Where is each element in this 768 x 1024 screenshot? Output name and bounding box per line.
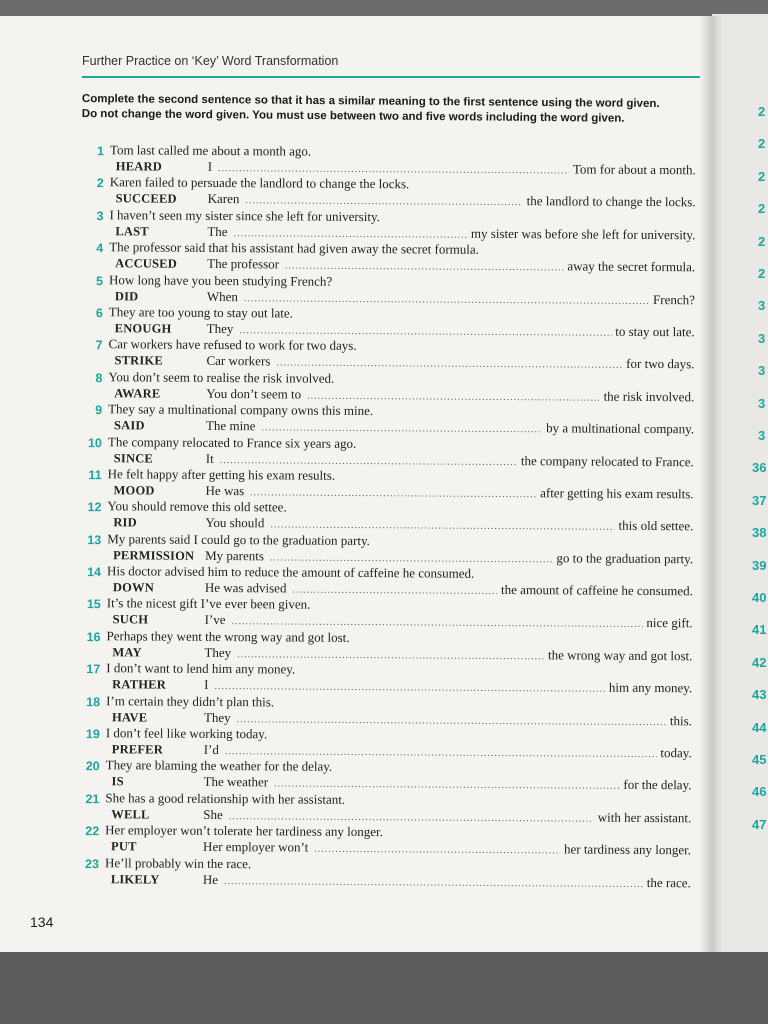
- exercise-item: [74, 725, 694, 762]
- answer-blank[interactable]: [292, 585, 497, 597]
- sentence-end: for the delay.: [623, 777, 692, 793]
- facing-page-item-number: 40: [752, 590, 767, 605]
- facing-page-item-number: 43: [752, 687, 767, 703]
- facing-page-item-number: 39: [752, 557, 767, 573]
- exercise-item: [73, 757, 693, 794]
- item-number: 10: [87, 435, 102, 450]
- original-sentence: Karen failed to persuade the landlord to change the locks.: [109, 174, 410, 192]
- facing-page-item-number: 2: [758, 104, 766, 119]
- answer-blank[interactable]: [261, 422, 542, 435]
- item-number: 4: [96, 241, 104, 256]
- sentence-start: He: [202, 871, 219, 887]
- facing-page-item-number: 2: [758, 233, 766, 249]
- answer-blank[interactable]: [274, 779, 619, 792]
- key-word: SUCH: [112, 612, 149, 627]
- exercise-item: [76, 369, 696, 406]
- facing-page-item-number: 3: [758, 298, 766, 314]
- exercise-item: [78, 174, 698, 211]
- original-sentence: They say a multinational company owns this mine.: [108, 401, 374, 419]
- original-sentence: His doctor advised him to reduce the amount of caffeine he consumed.: [106, 563, 475, 581]
- sentence-end: the amount of caffeine he consumed.: [501, 582, 693, 599]
- sentence-start: Her employer won’t: [203, 839, 309, 855]
- sentence-end: by a multinational company.: [546, 420, 695, 437]
- sentence-end: to stay out late.: [615, 323, 695, 340]
- scan-border-bottom: [0, 952, 768, 1024]
- facing-page-item-number: 41: [752, 622, 767, 638]
- key-word: PREFER: [111, 742, 164, 757]
- sentence-start: I: [207, 158, 213, 174]
- sentence-end: him any money.: [608, 679, 693, 696]
- exercise-item: [76, 401, 696, 438]
- original-sentence: I don’t want to lend him any money.: [106, 660, 296, 677]
- key-word: MOOD: [113, 483, 155, 498]
- key-word: LIKELY: [110, 871, 160, 887]
- item-number: 6: [95, 306, 103, 321]
- facing-page-item-number: 46: [752, 784, 767, 800]
- exercise-item: [74, 628, 694, 665]
- facing-page-item-number: 2: [758, 266, 766, 281]
- item-number: 13: [87, 532, 102, 547]
- sentence-end: the landlord to change the locks.: [526, 193, 696, 210]
- original-sentence: Car workers have refused to work for two days.: [108, 336, 357, 354]
- original-sentence: She has a good relationship with her assistant.: [105, 790, 346, 807]
- item-number: 19: [85, 727, 100, 742]
- answer-blank[interactable]: [234, 228, 467, 241]
- facing-page-item-number: 44: [752, 719, 767, 735]
- sentence-end: nice gift.: [646, 615, 693, 631]
- key-word: HEARD: [115, 159, 163, 174]
- exercise-item: [78, 142, 698, 179]
- facing-page-item-number: 45: [752, 752, 767, 767]
- sentence-end: this.: [669, 712, 693, 728]
- sentence-end: after getting his exam results.: [540, 485, 694, 502]
- answer-blank[interactable]: [270, 552, 553, 565]
- sentence-end: go to the graduation party.: [556, 550, 694, 566]
- exercise-item: [73, 822, 693, 859]
- original-sentence: He’ll probably win the race.: [104, 854, 252, 871]
- exercise-item: [77, 304, 697, 341]
- key-word: LAST: [115, 224, 149, 239]
- page-number: 134: [30, 914, 54, 930]
- sentence-start: I: [204, 677, 209, 693]
- sentence-start: He was advised: [204, 579, 287, 596]
- item-number: 18: [86, 694, 101, 709]
- sentence-start: I’ve: [204, 612, 226, 628]
- sentence-end: French?: [652, 291, 695, 307]
- sentence-start: They: [204, 644, 232, 660]
- answer-blank[interactable]: [218, 163, 569, 176]
- workbook-page: [0, 16, 712, 954]
- original-sentence: Perhaps they went the wrong way and got lost.: [106, 628, 350, 645]
- sentence-start: The: [207, 223, 228, 239]
- sentence-start: The weather: [203, 774, 269, 790]
- sentence-start: He was: [205, 482, 245, 499]
- key-word: DOWN: [112, 580, 155, 595]
- original-sentence: I don’t feel like working today.: [105, 725, 268, 742]
- key-word: HAVE: [111, 709, 148, 725]
- key-word: IS: [111, 774, 124, 789]
- answer-blank[interactable]: [220, 455, 517, 468]
- answer-blank[interactable]: [232, 617, 643, 631]
- transformation-line: [111, 871, 691, 891]
- key-word: SINCE: [113, 450, 154, 466]
- exercise-item: [75, 563, 695, 600]
- answer-blank[interactable]: [224, 876, 643, 890]
- original-sentence: I haven’t seen my sister since she left for university.: [109, 207, 380, 224]
- sentence-end: the race.: [646, 874, 691, 890]
- sentence-end: this old settee.: [618, 518, 694, 534]
- answer-blank[interactable]: [239, 325, 611, 339]
- original-sentence: My parents said I could go to the graduation party.: [107, 530, 370, 548]
- item-number: 16: [86, 629, 101, 645]
- exercise-list: [73, 142, 698, 891]
- answer-blank[interactable]: [229, 811, 594, 825]
- facing-page-item-number: 3: [758, 330, 766, 346]
- exercise-item: [74, 660, 694, 697]
- item-number: 23: [85, 856, 100, 871]
- sentence-start: Car workers: [206, 353, 271, 369]
- exercise-item: [77, 272, 697, 309]
- sentence-start: I’d: [203, 741, 219, 758]
- exercise-item: [75, 531, 695, 568]
- key-word: RATHER: [112, 677, 167, 692]
- facing-page-item-number: 3: [758, 363, 766, 379]
- exercise-item: [76, 434, 696, 471]
- key-word: SAID: [113, 418, 145, 433]
- answer-blank[interactable]: [250, 487, 536, 500]
- facing-page-item-number: 3: [758, 428, 766, 443]
- item-number: 7: [95, 338, 103, 353]
- key-word: DID: [114, 288, 139, 303]
- sentence-end: for two days.: [626, 356, 695, 372]
- original-sentence: It’s the nicest gift I’ve ever been given.: [106, 595, 311, 613]
- facing-page-item-number: 42: [752, 654, 767, 670]
- item-number: 21: [85, 791, 100, 806]
- key-word: ACCUSED: [115, 256, 178, 271]
- original-sentence: They are blaming the weather for the delay.: [105, 757, 333, 775]
- item-number: 11: [88, 467, 102, 483]
- key-word: AWARE: [114, 385, 161, 401]
- sentence-start: My parents: [205, 547, 265, 563]
- sentence-end: away the secret formula.: [567, 258, 696, 275]
- item-number: 20: [85, 759, 100, 774]
- sentence-end: the company relocated to France.: [520, 452, 694, 469]
- facing-page-item-number: 2: [758, 168, 766, 184]
- instructions: [82, 92, 712, 127]
- page-gutter-shadow: [700, 16, 722, 954]
- running-title: Further Practice on ‘Key’ Word Transformation: [82, 54, 339, 68]
- key-word: PUT: [111, 839, 137, 854]
- original-sentence: They are too young to stay out late.: [108, 304, 293, 321]
- exercise-item: [75, 498, 695, 535]
- exercise-item: [75, 595, 695, 632]
- answer-blank[interactable]: [215, 681, 605, 695]
- key-word: ENOUGH: [114, 321, 172, 336]
- original-sentence: He felt happy after getting his exam results.: [107, 466, 336, 483]
- header-rule: [82, 76, 704, 78]
- original-sentence: I’m certain they didn’t plan this.: [106, 692, 275, 710]
- exercise-item: [76, 336, 696, 373]
- answer-blank[interactable]: [270, 520, 614, 533]
- sentence-start: The mine: [205, 418, 256, 434]
- original-sentence: How long have you been studying French?: [108, 271, 333, 289]
- instruction-line: Complete the second sentence so that it has a similar meaning to the first sentence using the word given.: [81, 92, 660, 111]
- sentence-start: They: [203, 709, 231, 725]
- facing-page-item-number: 47: [752, 816, 767, 832]
- key-word: SUCCEED: [115, 191, 177, 207]
- key-word: RID: [113, 515, 137, 530]
- sentence-start: It: [205, 450, 214, 466]
- sentence-start: You don’t seem to: [206, 385, 302, 402]
- exercise-item: [74, 693, 694, 730]
- facing-page-item-number: 36: [752, 460, 767, 476]
- facing-page-item-number: 37: [752, 492, 767, 508]
- original-sentence: Her employer won’t tolerate her tardiness any longer.: [105, 822, 383, 840]
- answer-blank[interactable]: [307, 390, 600, 403]
- original-sentence: You don’t seem to realise the risk involved.: [108, 368, 335, 386]
- item-number: 14: [87, 565, 102, 580]
- sentence-end: Tom for about a month.: [572, 161, 696, 178]
- exercise-item: [73, 855, 693, 892]
- sentence-end: with her assistant.: [597, 809, 692, 826]
- sentence-start: The professor: [207, 256, 280, 272]
- sentence-start: They: [206, 320, 234, 337]
- original-sentence: The company relocated to France six years ago.: [107, 433, 357, 451]
- exercise-item: [77, 239, 697, 276]
- answer-blank[interactable]: [245, 196, 522, 209]
- item-number: 15: [86, 597, 101, 612]
- sentence-end: the wrong way and got lost.: [547, 647, 693, 664]
- instruction-line: Do not change the word given. You must use between two and five words including the word given.: [81, 107, 625, 125]
- item-number: 12: [87, 500, 102, 515]
- item-number: 1: [96, 144, 104, 159]
- facing-page-item-number: 2: [758, 136, 766, 152]
- exercise-item: [73, 790, 693, 827]
- item-number: 9: [95, 403, 103, 418]
- sentence-start: You should: [205, 515, 265, 531]
- original-sentence: Tom last called me about a month ago.: [109, 142, 312, 159]
- facing-page-item-number: 2: [758, 201, 766, 217]
- item-number: 5: [96, 273, 104, 288]
- sentence-end: her tardiness any longer.: [563, 841, 692, 858]
- item-number: 3: [96, 208, 104, 223]
- sentence-start: Karen: [207, 191, 240, 207]
- sentence-end: the risk involved.: [603, 388, 695, 405]
- answer-blank[interactable]: [285, 261, 563, 274]
- key-word: WELL: [111, 807, 150, 822]
- exercise-item: [77, 207, 697, 244]
- key-word: STRIKE: [114, 353, 163, 368]
- sentence-end: today.: [660, 745, 692, 761]
- answer-blank[interactable]: [314, 844, 560, 857]
- exercise-item: [76, 466, 696, 503]
- item-number: 8: [95, 370, 103, 385]
- facing-page-item-number: 3: [758, 395, 766, 411]
- original-sentence: You should remove this old settee.: [107, 498, 287, 515]
- facing-page-item-number: 38: [752, 525, 767, 541]
- key-word: PERMISSION: [113, 547, 195, 563]
- item-number: 22: [85, 824, 100, 839]
- item-number: 17: [86, 662, 101, 677]
- original-sentence: The professor said that his assistant had given away the secret formula.: [109, 239, 479, 257]
- sentence-start: When: [206, 288, 239, 304]
- answer-blank[interactable]: [244, 293, 649, 307]
- answer-blank[interactable]: [237, 649, 544, 662]
- sentence-start: She: [203, 806, 223, 822]
- key-word: MAY: [112, 645, 142, 660]
- item-number: 2: [96, 176, 104, 191]
- answer-blank[interactable]: [276, 358, 622, 371]
- sentence-end: my sister was before she left for university.: [470, 225, 696, 243]
